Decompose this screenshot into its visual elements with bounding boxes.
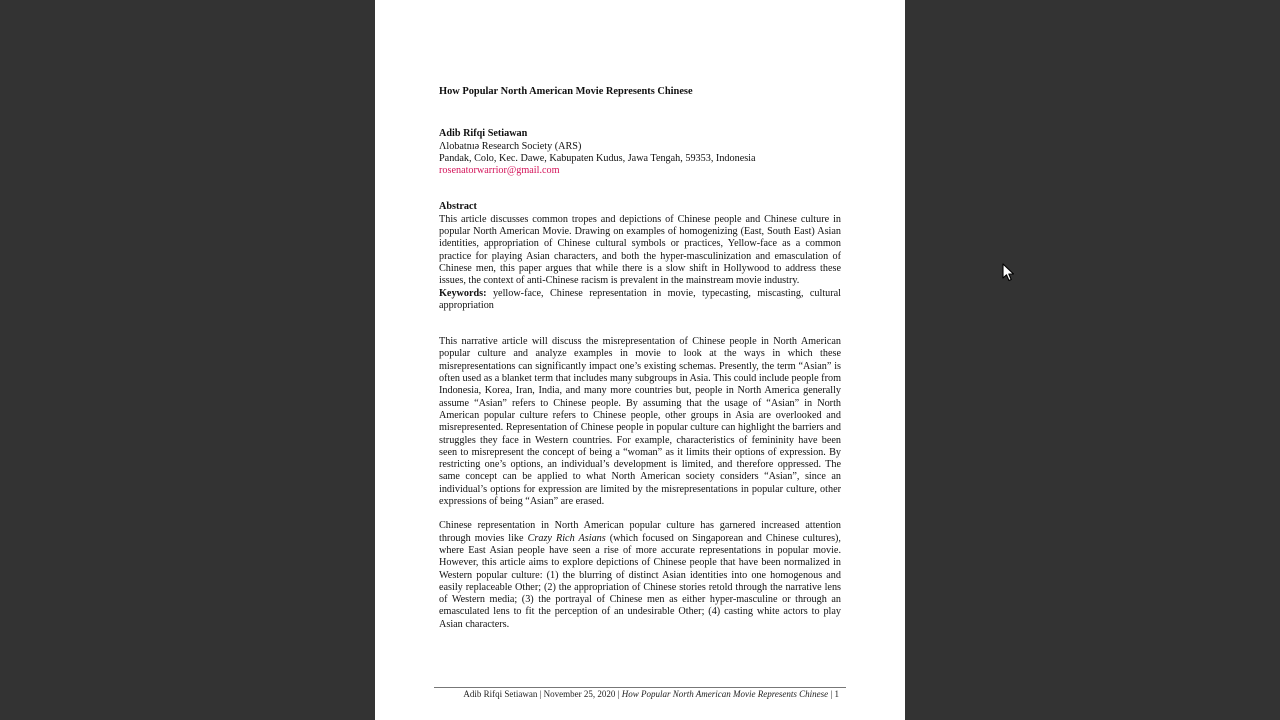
- author-block: [439, 128, 841, 177]
- abstract-text: This article discusses common tropes and depictions of Chinese people and Chinese culture in popular North American Movie. Drawing on examples of homogenizing (East, South East) Asian identities, appropriation of Chinese cultural symbols or practices, Yellow-face as a common practice for playing Asian characters, and both the hyper-masculinization and emasculation of Chinese men, this paper argues that while there is a slow shift in Hollywood to address these issues, the context of anti-Chinese racism is prevalent in the mainstream movie industry.: [439, 213, 841, 287]
- footer-title: How Popular North American Movie Represents Chinese: [621, 689, 829, 699]
- document-page: [375, 0, 905, 720]
- paragraph-2-end: (which focused on Singaporean and Chinese cultures), where East Asian people have seen a rise of more accurate representations in popular movie. However, this article aims to explore depictions of Chinese people that have been normalized in Western popular culture: (1) the blurring of distinct Asian identities into one homogenous and easily replaceable Other; (2) the appropriation of Chinese stories retold through the narrative lens of Western media; (3) the portrayal of Chinese men as either hyper-masculine or through an emasculated lens to fit the perception of an undesirable Other; (4) casting white actors to play Asian characters.: [439, 532, 841, 630]
- mouse-pointer-icon: [1002, 263, 1016, 283]
- abstract-section: [439, 201, 841, 312]
- abstract-heading: Abstract: [439, 201, 477, 213]
- body-paragraph-2: [439, 520, 841, 631]
- body-paragraph-1: This narrative article will discuss the misrepresentation of Chinese people in North American popular culture and analyze examples in movie to look at the ways in which these misrepresentations can significantly impact one’s existing schemas. Presently, the term “Asian” is often used as a blanket term that includes many subgroups in Asia. This could include people from Indonesia, Korea, Iran, India, and many more countries but, people in North America generally assume “Asian” refers to Chinese people. By assuming that the usage of “Asian” in North American popular culture refers to Chinese people, other groups in Asia are overlooked and misrepresented. Representation of Chinese people in popular culture can highlight the barriers and struggles they face in Western countries. For example, characteristics of femininity have been seen to misrepresent the concept of being a “woman” as it limits their options of expression. By restricting one’s options, an individual’s development is limited, and therefore oppressed. The same concept can be applied to what North American society considers “Asian”, since an individual’s options for expression are limited by the misrepresentations in popular culture, other expressions of being “Asian” are erased.: [439, 336, 841, 508]
- footer-divider: [434, 687, 846, 688]
- footer-prefix: Adib Rifqi Setiawan | November 25, 2020 |: [463, 689, 622, 699]
- keywords: [439, 288, 841, 313]
- paragraph-2-movie-title: Crazy Rich Asians: [527, 532, 606, 544]
- author-name: Adib Rifqi Setiawan: [439, 128, 528, 140]
- keywords-text: yellow-face, Chinese representation in movie, typecasting, miscasting, cultural appropriation: [439, 287, 842, 311]
- paper-title: How Popular North American Movie Represents Chinese: [439, 86, 693, 97]
- author-affiliation: Λlobatnıə Research Society (ARS): [439, 140, 582, 152]
- keywords-label: Keywords:: [439, 287, 487, 299]
- page-content: [439, 86, 841, 631]
- page-footer: [434, 689, 839, 699]
- author-email-link[interactable]: rosenatorwarrior@gmail.com: [439, 165, 560, 177]
- author-address: Pandak, Colo, Kec. Dawe, Kabupaten Kudus, Jawa Tengah, 59353, Indonesia: [439, 152, 756, 164]
- footer-page-number: | 1: [828, 689, 839, 699]
- paragraph-2-start: Chinese representation in North American popular culture has garnered increased attention through movies like: [439, 520, 841, 544]
